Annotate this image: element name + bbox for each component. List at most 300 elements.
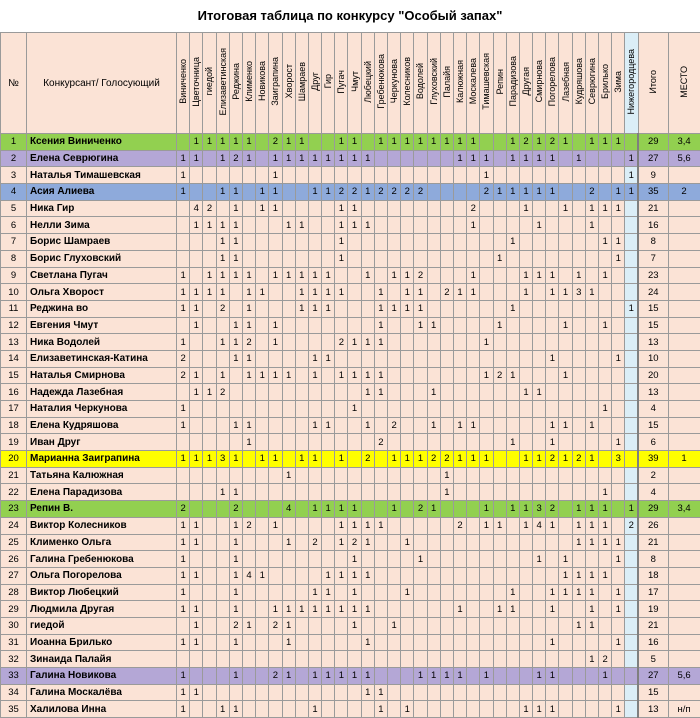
contestant-name: Иван Друг [27, 434, 177, 451]
vote-cell: 1 [612, 551, 625, 568]
vote-cell [533, 284, 546, 301]
vote-cell [533, 234, 546, 251]
vote-cell: 1 [177, 184, 190, 201]
vote-cell [308, 551, 321, 568]
vote-cell [467, 367, 480, 384]
vote-cell [348, 417, 361, 434]
vote-cell: 1 [177, 167, 190, 184]
vote-cell [599, 167, 612, 184]
vote-cell [295, 350, 308, 367]
vote-cell [572, 634, 585, 651]
vote-cell [559, 534, 572, 551]
vote-cell [467, 617, 480, 634]
vote-cell [401, 334, 414, 351]
table-row [1, 150, 700, 167]
row-number: 32 [1, 651, 27, 668]
vote-cell: 1 [335, 217, 348, 234]
vote-cell [361, 651, 374, 668]
vote-cell: 1 [335, 284, 348, 301]
vote-cell [374, 551, 387, 568]
table-row [1, 250, 700, 267]
vote-cell: 1 [335, 150, 348, 167]
vote-cell: 1 [308, 501, 321, 518]
vote-cell [177, 384, 190, 401]
vote-cell [506, 684, 519, 701]
vote-cell [546, 317, 559, 334]
vote-cell: 1 [414, 668, 427, 685]
vote-cell: 2 [269, 617, 282, 634]
vote-cell [453, 684, 466, 701]
vote-cell [335, 167, 348, 184]
row-number: 21 [1, 467, 27, 484]
vote-cell [480, 701, 493, 718]
vote-cell [308, 234, 321, 251]
place-cell: 2 [668, 184, 700, 201]
vote-cell: 1 [427, 501, 440, 518]
place-cell [668, 417, 700, 434]
vote-cell [308, 467, 321, 484]
vote-cell: 1 [480, 150, 493, 167]
vote-cell [282, 284, 295, 301]
vote-cell: 1 [308, 300, 321, 317]
vote-cell: 1 [585, 584, 598, 601]
vote-cell [467, 534, 480, 551]
vote-cell: 1 [374, 134, 387, 151]
vote-cell [493, 300, 506, 317]
vote-cell [242, 668, 255, 685]
vote-cell [374, 601, 387, 618]
vote-cell [572, 200, 585, 217]
vote-cell [177, 484, 190, 501]
vote-cell [440, 617, 453, 634]
vote-cell [480, 350, 493, 367]
vote-cell [493, 267, 506, 284]
vote-cell [361, 167, 374, 184]
vote-cell: 1 [480, 668, 493, 685]
vote-cell [427, 701, 440, 718]
vote-cell: 1 [335, 601, 348, 618]
vote-cell [585, 551, 598, 568]
vote-cell: 1 [625, 167, 638, 184]
vote-cell [256, 467, 269, 484]
vote-cell [506, 217, 519, 234]
vote-cell [361, 250, 374, 267]
vote-cell [322, 451, 335, 468]
vote-cell: 1 [308, 267, 321, 284]
vote-cell [295, 467, 308, 484]
vote-cell [585, 367, 598, 384]
vote-cell [282, 567, 295, 584]
vote-cell: 1 [401, 134, 414, 151]
vote-cell [203, 668, 216, 685]
vote-cell [572, 234, 585, 251]
vote-cell [480, 551, 493, 568]
vote-cell: 1 [401, 284, 414, 301]
vote-cell: 2 [388, 417, 401, 434]
vote-cell [546, 651, 559, 668]
vote-cell [229, 434, 242, 451]
total-cell: 15 [638, 300, 668, 317]
vote-cell [256, 250, 269, 267]
vote-cell [242, 701, 255, 718]
vote-cell [229, 401, 242, 418]
header-voter-label: Колесников [402, 57, 412, 106]
vote-cell: 1 [427, 417, 440, 434]
vote-cell: 1 [599, 234, 612, 251]
vote-cell: 2 [242, 334, 255, 351]
vote-cell: 1 [229, 267, 242, 284]
vote-cell [519, 300, 532, 317]
vote-cell [519, 167, 532, 184]
vote-cell: 2 [374, 434, 387, 451]
vote-cell: 1 [414, 134, 427, 151]
vote-cell: 1 [361, 517, 374, 534]
vote-cell [414, 534, 427, 551]
vote-cell [216, 200, 229, 217]
vote-cell [533, 250, 546, 267]
vote-cell [533, 584, 546, 601]
contestant-name: Асия Алиева [27, 184, 177, 201]
vote-cell [625, 551, 638, 568]
vote-cell [388, 684, 401, 701]
vote-cell [585, 684, 598, 701]
row-number: 3 [1, 167, 27, 184]
vote-cell [533, 401, 546, 418]
vote-cell: 1 [269, 517, 282, 534]
vote-cell [440, 384, 453, 401]
vote-cell: 1 [374, 384, 387, 401]
row-number: 1 [1, 134, 27, 151]
row-number: 27 [1, 567, 27, 584]
place-cell [668, 267, 700, 284]
vote-cell [203, 484, 216, 501]
vote-cell [203, 184, 216, 201]
vote-cell [242, 551, 255, 568]
vote-cell [493, 434, 506, 451]
vote-cell [480, 217, 493, 234]
vote-cell [374, 350, 387, 367]
vote-cell: 1 [533, 701, 546, 718]
vote-cell [388, 467, 401, 484]
vote-cell: 1 [506, 584, 519, 601]
vote-cell [348, 434, 361, 451]
vote-cell [256, 267, 269, 284]
vote-cell: 1 [361, 684, 374, 701]
table-row [1, 651, 700, 668]
vote-cell: 1 [348, 551, 361, 568]
header-voter [348, 33, 361, 134]
table-row [1, 317, 700, 334]
vote-cell [453, 184, 466, 201]
vote-cell [467, 651, 480, 668]
vote-cell: 1 [335, 517, 348, 534]
vote-cell [533, 417, 546, 434]
vote-cell: 2 [177, 350, 190, 367]
vote-cell: 2 [572, 451, 585, 468]
vote-cell: 1 [190, 684, 203, 701]
vote-cell: 2 [177, 367, 190, 384]
vote-cell: 1 [559, 417, 572, 434]
vote-cell [427, 234, 440, 251]
vote-cell [269, 417, 282, 434]
vote-cell [229, 367, 242, 384]
total-cell: 6 [638, 434, 668, 451]
vote-cell: 1 [467, 451, 480, 468]
vote-cell [506, 417, 519, 434]
vote-cell [322, 684, 335, 701]
vote-cell [308, 217, 321, 234]
vote-cell: 1 [348, 567, 361, 584]
vote-cell [453, 250, 466, 267]
total-cell: 5 [638, 651, 668, 668]
vote-cell [533, 534, 546, 551]
vote-cell [282, 584, 295, 601]
vote-cell [467, 501, 480, 518]
vote-cell [414, 584, 427, 601]
header-voter-label: Севрюгина [587, 58, 597, 104]
vote-cell [519, 467, 532, 484]
vote-cell: 1 [216, 234, 229, 251]
vote-cell: 1 [282, 367, 295, 384]
vote-cell [519, 334, 532, 351]
vote-cell [335, 551, 348, 568]
header-voter [295, 33, 308, 134]
vote-cell [335, 467, 348, 484]
vote-cell [453, 701, 466, 718]
vote-cell [374, 167, 387, 184]
vote-cell: 1 [335, 250, 348, 267]
vote-cell [453, 534, 466, 551]
vote-cell [295, 384, 308, 401]
vote-cell [256, 317, 269, 334]
vote-cell [453, 484, 466, 501]
vote-cell [493, 684, 506, 701]
vote-cell: 1 [348, 367, 361, 384]
vote-cell [427, 651, 440, 668]
vote-cell [599, 300, 612, 317]
vote-cell: 1 [308, 367, 321, 384]
header-voter [453, 33, 466, 134]
row-number: 19 [1, 434, 27, 451]
vote-cell: 1 [559, 317, 572, 334]
vote-cell: 1 [190, 300, 203, 317]
vote-cell [440, 150, 453, 167]
vote-cell [572, 668, 585, 685]
vote-cell [599, 584, 612, 601]
vote-cell: 1 [546, 184, 559, 201]
vote-cell [216, 467, 229, 484]
vote-cell [295, 250, 308, 267]
vote-cell: 1 [388, 300, 401, 317]
total-cell: 21 [638, 534, 668, 551]
vote-cell [308, 334, 321, 351]
header-voter [533, 33, 546, 134]
contestant-name: Татьяна Калюжная [27, 467, 177, 484]
vote-cell [388, 701, 401, 718]
vote-cell: 1 [177, 534, 190, 551]
place-cell [668, 584, 700, 601]
vote-cell [414, 384, 427, 401]
header-voter-label: Цветочница [191, 57, 201, 107]
vote-cell: 1 [374, 517, 387, 534]
place-cell [668, 534, 700, 551]
header-voter-label: Другая [521, 67, 531, 95]
vote-cell [506, 651, 519, 668]
row-number: 30 [1, 617, 27, 634]
vote-cell [295, 334, 308, 351]
vote-cell [348, 267, 361, 284]
vote-cell: 1 [216, 250, 229, 267]
vote-cell: 1 [546, 417, 559, 434]
vote-cell [493, 284, 506, 301]
vote-cell: 1 [374, 367, 387, 384]
header-voter [308, 33, 321, 134]
vote-cell [361, 350, 374, 367]
table-row [1, 617, 700, 634]
vote-cell: 1 [190, 601, 203, 618]
vote-cell: 1 [295, 267, 308, 284]
vote-cell [295, 684, 308, 701]
vote-cell: 1 [506, 434, 519, 451]
vote-cell: 1 [190, 367, 203, 384]
total-cell: 13 [638, 384, 668, 401]
vote-cell [519, 534, 532, 551]
vote-cell [546, 384, 559, 401]
vote-cell [322, 517, 335, 534]
vote-cell [203, 350, 216, 367]
vote-cell: 2 [480, 184, 493, 201]
header-voter-label: Парадизова [508, 56, 518, 106]
vote-cell [572, 684, 585, 701]
vote-cell [388, 150, 401, 167]
vote-cell: 1 [612, 250, 625, 267]
vote-cell [625, 434, 638, 451]
vote-cell [282, 417, 295, 434]
vote-cell [572, 317, 585, 334]
vote-cell [216, 317, 229, 334]
vote-cell: 1 [269, 267, 282, 284]
vote-cell: 1 [440, 484, 453, 501]
vote-cell [374, 267, 387, 284]
vote-cell: 1 [599, 567, 612, 584]
vote-cell [282, 701, 295, 718]
vote-cell: 1 [546, 434, 559, 451]
vote-cell [295, 651, 308, 668]
vote-cell: 1 [612, 200, 625, 217]
vote-cell: 1 [295, 217, 308, 234]
vote-cell [388, 601, 401, 618]
vote-cell [440, 184, 453, 201]
vote-cell [467, 684, 480, 701]
total-cell: 8 [638, 551, 668, 568]
vote-cell [572, 417, 585, 434]
vote-cell: 1 [229, 668, 242, 685]
vote-cell [295, 417, 308, 434]
vote-cell [282, 184, 295, 201]
vote-cell [467, 350, 480, 367]
vote-cell: 1 [480, 451, 493, 468]
vote-cell [295, 167, 308, 184]
vote-cell [453, 434, 466, 451]
header-voter-label: Новикова [257, 61, 267, 101]
vote-cell [519, 367, 532, 384]
vote-cell [269, 384, 282, 401]
vote-cell: 1 [348, 584, 361, 601]
vote-cell [335, 401, 348, 418]
vote-cell: 1 [612, 350, 625, 367]
vote-cell [414, 567, 427, 584]
vote-cell: 1 [585, 534, 598, 551]
vote-cell [295, 617, 308, 634]
vote-cell [519, 234, 532, 251]
vote-cell: 1 [322, 350, 335, 367]
vote-cell [374, 634, 387, 651]
vote-cell [282, 451, 295, 468]
vote-cell [401, 651, 414, 668]
vote-cell: 1 [559, 567, 572, 584]
vote-cell [190, 434, 203, 451]
vote-cell [467, 401, 480, 418]
vote-cell [625, 668, 638, 685]
vote-cell [519, 250, 532, 267]
vote-cell [388, 367, 401, 384]
vote-cell [295, 401, 308, 418]
vote-cell [519, 617, 532, 634]
vote-cell [203, 617, 216, 634]
vote-cell [295, 634, 308, 651]
vote-cell [190, 467, 203, 484]
vote-cell [203, 534, 216, 551]
vote-cell [440, 501, 453, 518]
vote-cell: 1 [519, 200, 532, 217]
header-voter-label: Клименко [244, 61, 254, 102]
vote-cell [414, 401, 427, 418]
vote-cell [190, 417, 203, 434]
contestant-name: Елизаветинская-Катина [27, 350, 177, 367]
place-cell [668, 234, 700, 251]
vote-cell [414, 484, 427, 501]
vote-cell: 1 [229, 200, 242, 217]
vote-cell [599, 684, 612, 701]
vote-cell [229, 167, 242, 184]
total-cell: 39 [638, 451, 668, 468]
vote-cell: 1 [519, 284, 532, 301]
header-voter [546, 33, 559, 134]
vote-cell [427, 467, 440, 484]
vote-cell [348, 701, 361, 718]
vote-cell: 1 [335, 200, 348, 217]
table-row [1, 434, 700, 451]
vote-cell: 1 [401, 584, 414, 601]
vote-cell [519, 684, 532, 701]
vote-cell [585, 250, 598, 267]
total-cell: 35 [638, 184, 668, 201]
vote-cell [388, 401, 401, 418]
header-voter-label: Палайя [442, 66, 452, 98]
total-cell: 29 [638, 501, 668, 518]
vote-cell [480, 417, 493, 434]
vote-cell [427, 167, 440, 184]
vote-cell [256, 601, 269, 618]
vote-cell [401, 200, 414, 217]
header-voter-label: Виниченко [178, 59, 188, 104]
header-voter [519, 33, 532, 134]
vote-cell [308, 250, 321, 267]
vote-cell: 1 [625, 150, 638, 167]
vote-cell: 2 [625, 517, 638, 534]
header-voter-label: Черкунова [389, 59, 399, 103]
vote-cell [599, 451, 612, 468]
